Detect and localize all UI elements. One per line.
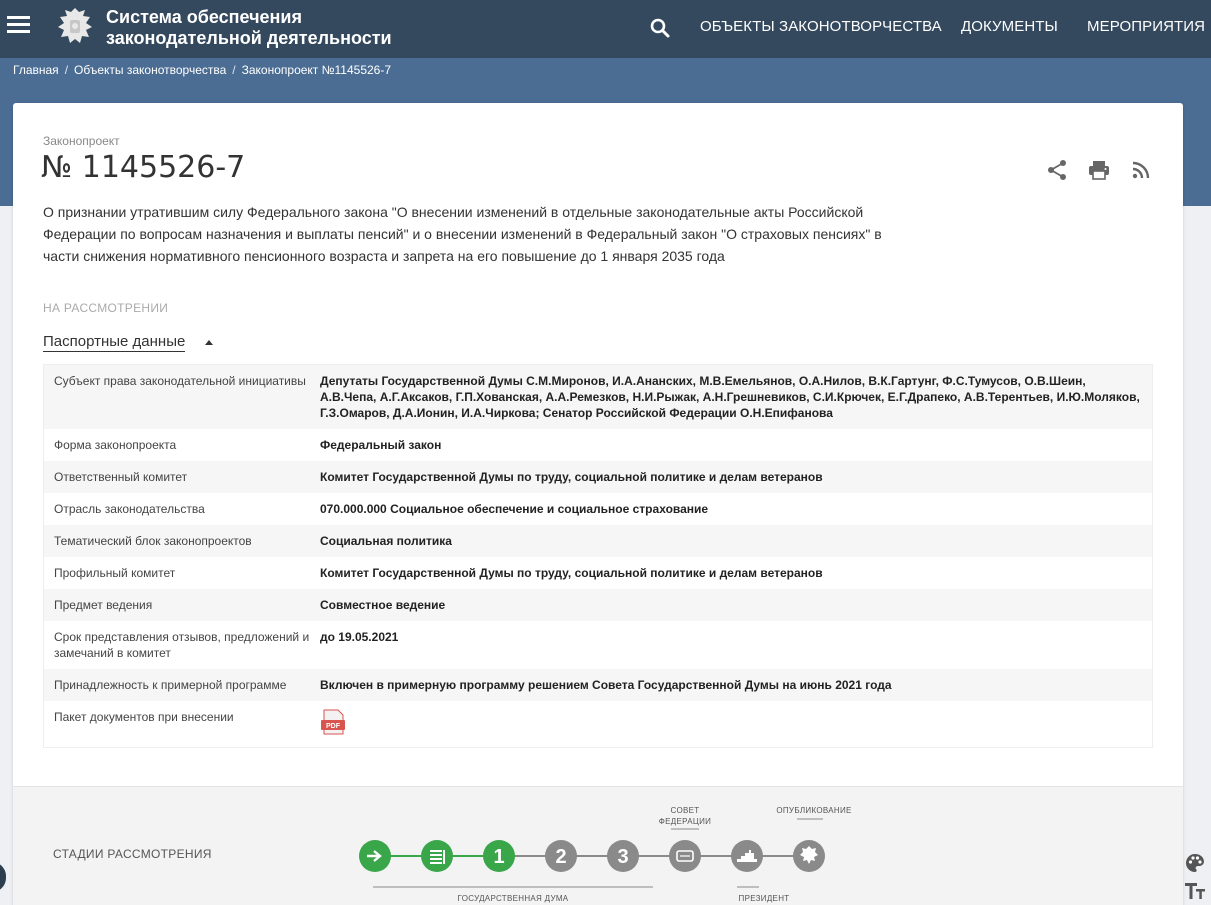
menu-icon[interactable]: [7, 16, 30, 34]
table-row: [44, 525, 1152, 557]
print-icon[interactable]: [1087, 158, 1111, 182]
row-value: Комитет Государственной Думы по труду, социальной политике и делам ветеранов: [320, 566, 823, 580]
bill-card: [13, 103, 1183, 905]
status-badge: НА РАССМОТРЕНИИ: [43, 301, 169, 315]
pdf-icon[interactable]: [320, 709, 346, 735]
row-key: Пакет документов при внесении: [54, 710, 234, 724]
row-value: 070.000.000 Социальное обеспечение и социальное страхование: [320, 502, 709, 516]
table-row: [44, 365, 1152, 429]
breadcrumb: Главная / Объекты законотворчества / Законопроект №1145526-7: [13, 63, 392, 77]
breadcrumb-home[interactable]: Главная: [13, 63, 59, 77]
search-icon[interactable]: [648, 16, 672, 40]
stage-reading-2[interactable]: [545, 840, 577, 872]
table-row: [44, 557, 1152, 589]
row-key: Профильный комитет: [54, 566, 176, 580]
stage-reading-1[interactable]: [483, 840, 515, 872]
row-key: Ответственный комитет: [54, 470, 188, 484]
council-label-2: ФЕДЕРАЦИИ: [658, 817, 712, 826]
pdf-label: PDF: [326, 723, 340, 730]
passport-toggle[interactable]: Паспортные данные: [43, 333, 186, 350]
stages-label: СТАДИИ РАССМОТРЕНИЯ: [53, 847, 212, 861]
stage-number: 2: [555, 846, 567, 868]
row-key: Принадлежность к примерной программе: [54, 678, 287, 692]
stage-number: 3: [617, 846, 629, 868]
row-key: Срок представления отзывов, предложений и замечаний в комитет: [54, 630, 310, 660]
action-icons: [1045, 158, 1153, 182]
passport-table: [43, 364, 1153, 748]
table-row: [44, 461, 1152, 493]
stage-number: 1: [493, 846, 505, 868]
stage-president[interactable]: [731, 840, 763, 872]
row-value: [320, 701, 1152, 747]
table-row: [44, 589, 1152, 621]
table-row: [44, 429, 1152, 461]
row-value: Федеральный закон: [320, 438, 442, 452]
row-value: до 19.05.2021: [320, 630, 399, 644]
breadcrumb-current[interactable]: Законопроект №1145526-7: [241, 63, 392, 77]
stage-publication[interactable]: [793, 840, 825, 872]
president-label: ПРЕЗИДЕНТ: [738, 894, 790, 903]
bill-description: О признании утратившим силу Федерального закона "О внесении изменений в отдельные законодательные акты Российской Федерации по вопросам назначения и выплаты пенсий" и о внесении изменений в Федеральный закон "О страховых пенсиях" в части снижения нормативного пенсионного возраста и запрета на его повышение до 1 января 2035 года: [43, 204, 882, 264]
rss-icon[interactable]: [1129, 158, 1153, 182]
table-row: [44, 621, 1152, 669]
top-bar: [0, 0, 1211, 58]
row-key: Форма законопроекта: [54, 438, 177, 452]
table-row: [44, 701, 1152, 747]
row-value: Социальная политика: [320, 534, 452, 548]
doc-type-label: Законопроект: [43, 134, 120, 148]
row-value: Включен в примерную программу решением Совета Государственной Думы на июнь 2021 года: [320, 678, 892, 692]
table-row: [44, 669, 1152, 701]
nav-documents[interactable]: ДОКУМЕНТЫ: [961, 18, 1058, 35]
row-value: Совместное ведение: [320, 598, 446, 612]
stage-intro[interactable]: [359, 840, 391, 872]
row-value: Депутаты Государственной Думы С.М.Миронов, И.А.Ананских, М.В.Емельянов, О.А.Нилов, В.К.Гартунг, Ф.С.Тумусов, О.В.Шеин, А.В.Чепа, А.Г.Аксаков, Г.П.Хованская, А.А.Ремезков, Н.И.Рыжак, А.Н.Грешневиков, С.И.Крючек, Е.Г.Драпеко, А.В.Терентьев, И.Ю.Моляков, Г.З.Омаров, Д.А.Ионин, И.А.Чиркова; Сенатор Российской Федерации О.Н.Епифанова: [320, 374, 1140, 420]
nav-legislation-objects[interactable]: ОБЪЕКТЫ ЗАКОНОТВОРЧЕСТВА: [700, 18, 942, 35]
share-icon[interactable]: [1045, 158, 1069, 182]
palette-icon[interactable]: [1184, 852, 1206, 874]
breadcrumb-objects[interactable]: Объекты законотворчества: [74, 63, 227, 77]
side-tab[interactable]: [0, 862, 6, 892]
stages-panel: [13, 786, 1183, 905]
stage-preliminary[interactable]: [421, 840, 453, 872]
row-value: Комитет Государственной Думы по труду, социальной политике и делам ветеранов: [320, 470, 823, 484]
font-size-icon[interactable]: [1184, 880, 1206, 902]
stages-track: [353, 801, 913, 905]
row-key: Тематический блок законопроектов: [54, 534, 252, 548]
page-title: № 1145526-7: [41, 150, 246, 185]
app-title[interactable]: Система обеспечения законодательной деятельности: [106, 7, 392, 48]
stage-federation-council[interactable]: [669, 840, 701, 872]
row-key: Отрасль законодательства: [54, 502, 205, 516]
row-key: Предмет ведения: [54, 598, 153, 612]
emblem-icon: [52, 4, 98, 50]
nav-events[interactable]: МЕРОПРИЯТИЯ: [1087, 18, 1206, 35]
published-label: ОПУБЛИКОВАНИЕ: [776, 806, 852, 815]
duma-label: ГОСУДАРСТВЕННАЯ ДУМА: [457, 894, 569, 903]
row-key: Субъект права законодательной инициативы: [54, 374, 306, 388]
stage-reading-3[interactable]: [607, 840, 639, 872]
council-label-1: СОВЕТ: [670, 806, 700, 815]
table-row: [44, 493, 1152, 525]
caret-up-icon[interactable]: [205, 340, 213, 345]
